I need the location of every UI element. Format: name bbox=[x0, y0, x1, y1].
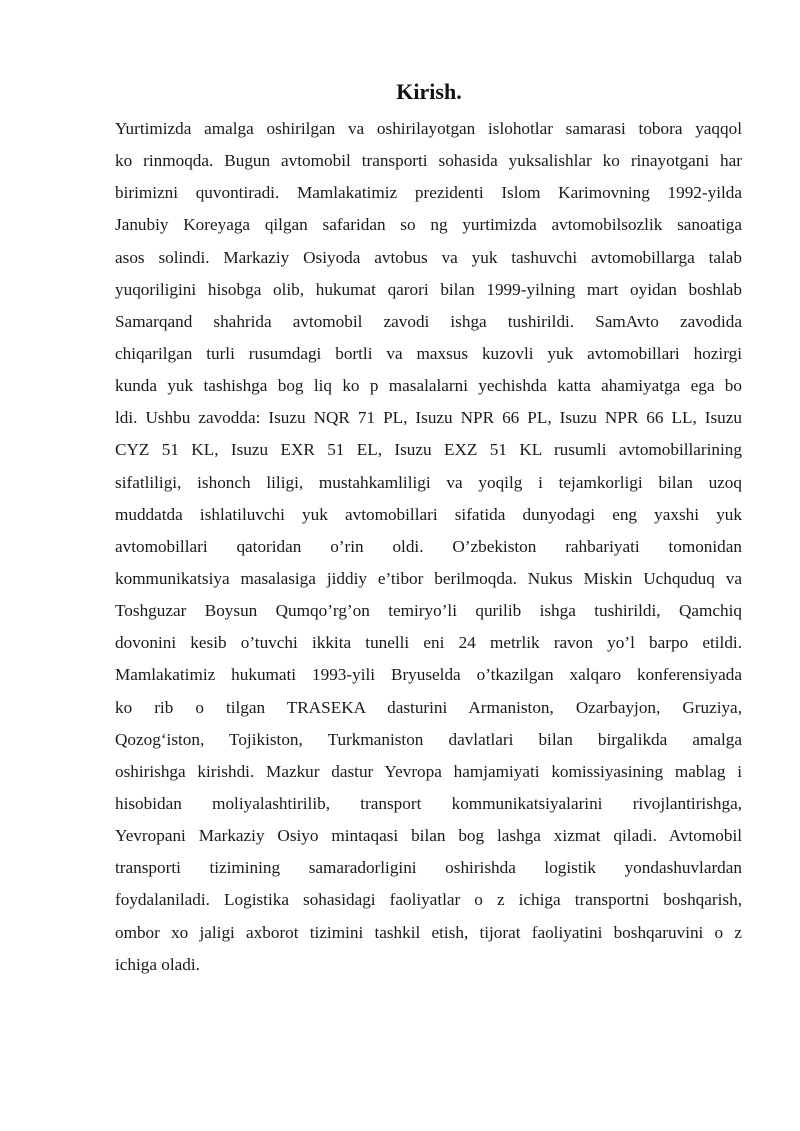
text-line: ldi. Ushbu zavodda: Isuzu NQR 71 PL, Isuzu NPR 66 PL, Isuzu NPR 66 LL, Isuzu bbox=[115, 408, 742, 428]
text-line: Janubiy Koreyaga qilgan safaridan so ng yurtimizda avtomobilsozlik sanoatiga bbox=[115, 215, 742, 235]
text-line: ko rib o tilgan TRASEKA dasturini Armaniston, Ozarbayjon, Gruziya, bbox=[115, 697, 742, 717]
text-line: kunda yuk tashishga bog liq ko p masalalarni yechishda katta ahamiyatga ega bo bbox=[115, 376, 742, 396]
text-line: birimizni quvontiradi. Mamlakatimiz prezidenti Islom Karimovning 1992-yilda bbox=[115, 183, 742, 203]
text-line: CYZ 51 KL, Isuzu EXR 51 EL, Isuzu EXZ 51 KL rusumli avtomobillarining bbox=[115, 440, 742, 460]
text-line: hisobidan moliyalashtirilib, transport kommunikatsiyalarini rivojlantirishga, bbox=[115, 793, 742, 813]
text-line: muddatda ishlatiluvchi yuk avtomobillari sifatida dunyodagi eng yaxshi yuk bbox=[115, 504, 742, 524]
text-line: ombor xo jaligi axborot tizimini tashkil etish, tijorat faoliyatini boshqaruvini o z bbox=[115, 922, 742, 942]
document-body bbox=[115, 113, 742, 981]
text-line: Qozog‘iston, Tojikiston, Turkmaniston davlatlari bilan birgalikda amalga bbox=[115, 729, 742, 749]
text-line: avtomobillari qatoridan o’rin oldi. O’zbekiston rahbariyati tomonidan bbox=[115, 536, 742, 556]
text-line: dovonini kesib o’tuvchi ikkita tunelli eni 24 metrlik ravon yo’l barpo etildi. bbox=[115, 633, 742, 653]
text-line: Mamlakatimiz hukumati 1993-yili Bryuselda o’tkazilgan xalqaro konferensiyada bbox=[115, 665, 742, 685]
text-line: ko rinmoqda. Bugun avtomobil transporti sohasida yuksalishlar ko rinayotgani har bbox=[115, 151, 742, 171]
text-line: ichiga oladi. bbox=[115, 954, 200, 974]
text-line: Samarqand shahrida avtomobil zavodi ishga tushirildi. SamAvto zavodida bbox=[115, 311, 742, 331]
text-line: oshirishga kirishdi. Mazkur dastur Yevropa hamjamiyati komissiyasining mablag i bbox=[115, 761, 742, 781]
text-line: kommunikatsiya masalasiga jiddiy e’tibor berilmoqda. Nukus Miskin Uchquduq va bbox=[115, 568, 742, 588]
text-line: Yevropani Markaziy Osiyo mintaqasi bilan bog lashga xizmat qiladi. Avtomobil bbox=[115, 826, 742, 846]
text-line: asos solindi. Markaziy Osiyoda avtobus va yuk tashuvchi avtomobillarga talab bbox=[115, 247, 742, 267]
text-line: Toshguzar Boysun Qumqo’rg’on temiryo’li qurilib ishga tushirildi, Qamchiq bbox=[115, 601, 742, 621]
text-line: sifatliligi, ishonch liligi, mustahkamliligi va yoqilg i tejamkorligi bilan uzoq bbox=[115, 472, 742, 492]
text-line: foydalaniladi. Logistika sohasidagi faoliyatlar o z ichiga transportni boshqarish, bbox=[115, 890, 742, 910]
text-line: transporti tizimining samaradorligini oshirishda logistik yondashuvlardan bbox=[115, 858, 742, 878]
text-line: Yurtimizda amalga oshirilgan va oshirilayotgan islohotlar samarasi tobora yaqqol bbox=[115, 119, 742, 138]
text-line: yuqoriligini hisobga olib, hukumat qarori bilan 1999-yilning mart oyidan boshlab bbox=[115, 279, 742, 299]
text-line: chiqarilgan turli rusumdagi bortli va maxsus kuzovli yuk avtomobillari hozirgi bbox=[115, 343, 742, 363]
document-title: Kirish. bbox=[396, 79, 462, 104]
